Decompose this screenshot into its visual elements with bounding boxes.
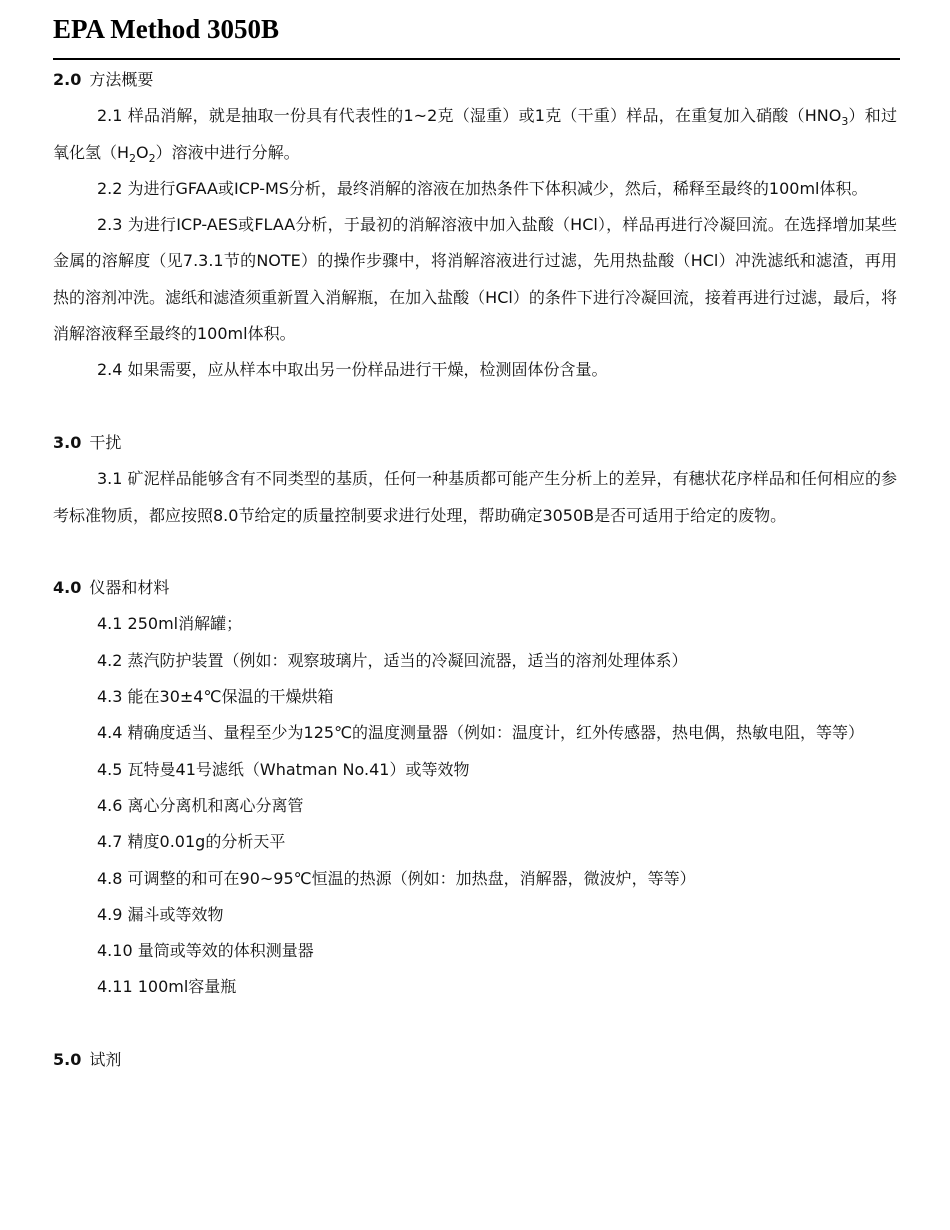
- section-heading-3: [53, 425, 897, 461]
- section-spacer: [53, 389, 897, 425]
- section-title: 方法概要: [89, 70, 154, 89]
- document-body: [53, 62, 897, 1078]
- list-item: 4.1 250ml消解罐；: [97, 614, 243, 634]
- paragraph-2-2: 2.2 为进行GFAA或ICP-MS分析，最终消解的溶液在加热条件下体积减少，然后，稀释至最终的100ml体积。: [97, 178, 868, 198]
- paragraph-text: 2.1 样品消解，就是抽取一份具有代表性的1~2克（湿重）或1克（干重）样品，在重复加入硝酸（HNO: [97, 106, 842, 126]
- document-title: EPA Method 3050B: [53, 14, 280, 44]
- paragraph-text: ）溶液中进行分解。: [155, 142, 300, 162]
- paragraph-2-3: 2.3 为进行ICP-AES或FLAA分析，于最初的消解溶液中加入盐酸（HCl），样品再进行冷凝回流。在选择增加某些金属的溶解度（见7.3.1节的NOTE）的操作步骤中，将消解溶液进行过滤，先用热盐酸（HCl）冲洗滤纸和滤渣，再用热的溶剂冲洗。滤纸和滤渣须重新置入消解瓶，在加入盐酸（HCl）的条件下进行冷凝回流，接着再进行过滤，最后，将消解溶液释至最终的100ml体积。: [53, 215, 897, 344]
- section-title: 干扰: [89, 432, 122, 452]
- section-number: 4.0: [53, 578, 82, 598]
- list-item: 4.7 精度0.01g的分析天平: [97, 832, 286, 852]
- section-heading-2: [53, 62, 897, 98]
- section-number: 2.0: [53, 70, 82, 89]
- section-title: 仪器和材料: [89, 578, 170, 598]
- section-heading-5: [53, 1042, 897, 1078]
- list-item: 4.8 可调整的和可在90~95℃恒温的热源（例如：加热盘，消解器，微波炉，等等）: [97, 868, 696, 888]
- list-item: 4.11 100ml容量瓶: [97, 977, 237, 997]
- section-number: 3.0: [53, 432, 82, 452]
- paragraph-text: ）和过氧化氢（H: [53, 106, 897, 162]
- list-item: 4.10 量筒或等效的体积测量器: [97, 941, 314, 961]
- list-item: 4.6 离心分离机和离心分离管: [97, 795, 304, 815]
- paragraph-text: O: [136, 142, 149, 162]
- list-item: 4.4 精确度适当、量程至少为125℃的温度测量器（例如：温度计，红外传感器，热电偶，热敏电阻，等等）: [97, 723, 865, 743]
- paragraph-2-1: [53, 98, 897, 171]
- list-item: 4.3 能在30±4℃保温的干燥烘箱: [97, 687, 334, 707]
- subscript: 2: [129, 151, 137, 165]
- section-spacer: [53, 534, 897, 570]
- paragraph-2-4: 2.4 如果需要，应从样本中取出另一份样品进行干燥，检测固体份含量。: [97, 360, 608, 380]
- list-item: 4.2 蒸汽防护装置（例如：观察玻璃片，适当的冷凝回流器，适当的溶剂处理体系）: [97, 650, 688, 670]
- list-item: 4.5 瓦特曼41号滤纸（Whatman No.41）或等效物: [97, 759, 470, 779]
- section-heading-4: [53, 570, 897, 606]
- subscript: 2: [148, 151, 156, 165]
- section-number: 5.0: [53, 1050, 82, 1070]
- section-spacer: [53, 1006, 897, 1042]
- title-underline: [53, 58, 900, 60]
- list-item: 4.9 漏斗或等效物: [97, 904, 224, 924]
- section-title: 试剂: [89, 1050, 122, 1070]
- subscript: 3: [841, 115, 849, 129]
- paragraph-3-1: 3.1 矿泥样品能够含有不同类型的基质，任何一种基质都可能产生分析上的差异，有穗状花序样品和任何相应的参考标准物质，都应按照8.0节给定的质量控制要求进行处理，帮助确定3050B是否可适用于给定的废物。: [53, 469, 897, 525]
